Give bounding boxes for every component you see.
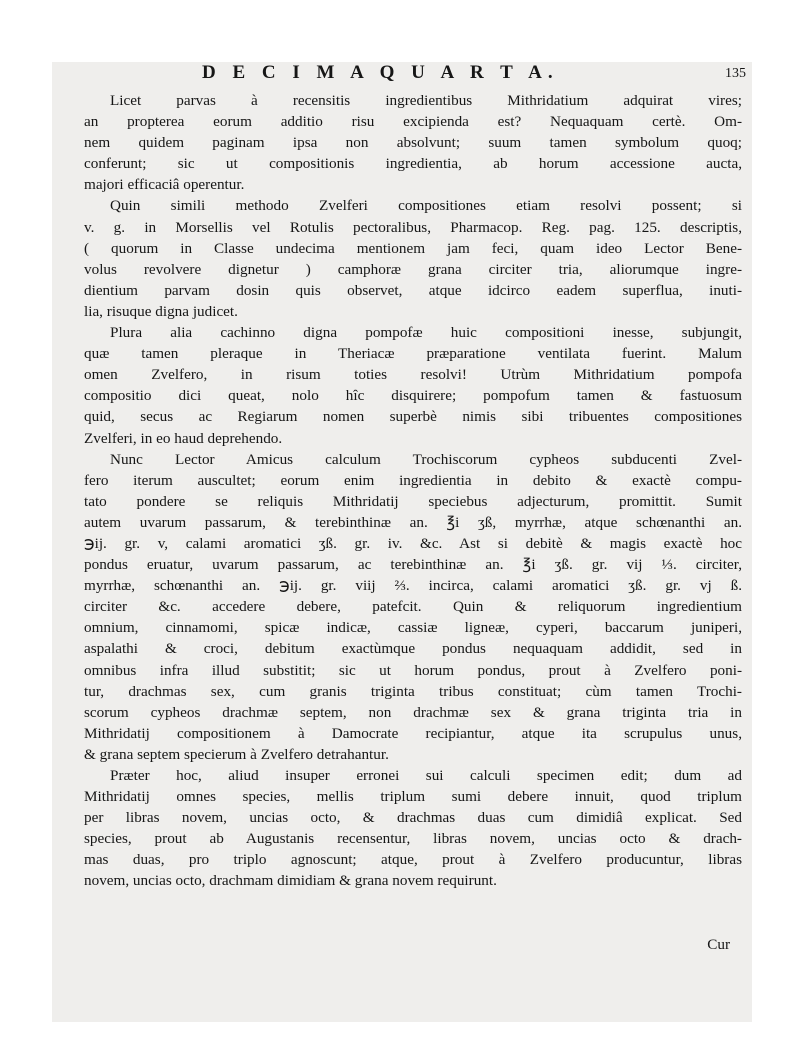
text-line: autem uvarum passarum, & terebinthinæ an. ℥i ʒß, myrrhæ, atque schœnanthi an. — [84, 513, 742, 531]
text-line: nem quidem paginam ipsa non absolvunt; suum tamen symbolum quoq; — [84, 134, 742, 152]
text-line: omnibus infra illud substitit; sic ut horum pondus, prout à Zvelfero poni- — [84, 661, 742, 679]
text-line: quæ tamen pleraque in Theriacæ præparatione ventilata fuerint. Malum — [84, 345, 742, 363]
text-line: Quin simili methodo Zvelferi compositiones etiam resolvi possent; si — [110, 197, 742, 215]
text-line: tato pondere se reliquis Mithridatij speciebus adjecturum, promittit. Sumit — [84, 492, 742, 510]
text-line: Zvelferi, in eo haud deprehendo. — [84, 429, 283, 447]
text-line: quid, secus ac Regiarum nomen superbè nimis sibi tribuentes compositiones — [84, 408, 742, 426]
text-line: circiter &c. accedere debere, patefcit. Quin & reliquorum ingredientium — [84, 598, 742, 616]
text-line: myrrhæ, schœnanthi an. ℈ij. gr. viij ⅔. incirca, calami aromatici ʒß. gr. vj ß. — [84, 577, 742, 595]
page-number: 135 — [725, 66, 746, 81]
text-line: dientium parvam dosin quis observet, atque idcirco eadem superflua, inuti- — [84, 281, 742, 299]
text-line: Præter hoc, aliud insuper erronei sui calculi specimen edit; dum ad — [110, 767, 742, 784]
text-line: an propterea eorum additio risu excipienda est? Nequaquam certè. Om- — [84, 113, 742, 131]
text-line: scorum cypheos drachmæ septem, non drachmæ sex & grana triginta tria in — [84, 703, 742, 721]
text-line: lia, risuque digna judicet. — [84, 302, 238, 320]
text-line: compositio dici queat, nolo hîc disquirere; pompofum tamen & fastuosum — [84, 387, 742, 405]
text-line: conferunt; sic ut compositionis ingredientia, ab horum accessione aucta, — [84, 155, 742, 173]
text-line: ℈ij. gr. v, calami aromatici ʒß. gr. iv. &c. Ast si debitè & magis exactè hoc — [84, 534, 742, 552]
running-head-title: D E C I M A Q U A R T A. — [202, 62, 559, 83]
text-line: v. g. in Morsellis vel Rotulis pectoralibus, Pharmacop. Reg. pag. 125. descriptis, — [84, 218, 742, 236]
text-line: omnium, cinnamomi, spicæ indicæ, cassiæ ligneæ, cyperi, baccarum juniperi, — [84, 619, 742, 637]
text-line: Licet parvas à recensitis ingredientibus Mithridatium adquirat vires; — [110, 92, 742, 109]
text-body — [52, 90, 752, 892]
book-page — [52, 62, 752, 1022]
text-line: Mithridatij omnes species, mellis triplum sumi debere innuit, quod triplum — [84, 788, 742, 806]
running-head — [52, 62, 752, 88]
text-line: species, prout ab Augustanis recensentur, libras novem, uncias octo & drach- — [84, 830, 742, 848]
text-line: aspalathi & croci, debitum exactùmque pondus nequaquam addidit, sed in — [84, 640, 742, 658]
text-line: novem, uncias octo, drachmam dimidiam & grana novem requirunt. — [84, 872, 497, 890]
text-line: majori efficaciâ operentur. — [84, 176, 245, 194]
text-line: Plura alia cachinno digna pompofæ huic compositioni inesse, subjungit, — [110, 324, 742, 342]
text-line: ( quorum in Classe undecima mentionem jam feci, quam ideo Lector Bene- — [84, 239, 742, 257]
text-line: & grana septem specierum à Zvelfero detrahantur. — [84, 745, 389, 763]
catchword: Cur — [707, 936, 730, 953]
text-line: pondus eruatur, uvarum passarum, ac terebinthinæ an. ℥i ʒß. gr. vij ⅓. circiter, — [84, 556, 742, 574]
text-line: Nunc Lector Amicus calculum Trochiscorum cypheos subducenti Zvel- — [110, 450, 742, 468]
text-line: Mithridatij compositionem à Damocrate recipiantur, atque ita scrupulus unus, — [84, 724, 742, 742]
text-line: per libras novem, uncias octo, & drachmas duas cum dimidiâ explicat. Sed — [84, 809, 742, 827]
text-line: mas duas, pro triplo agnoscunt; atque, prout à Zvelfero producuntur, libras — [84, 851, 742, 869]
text-line: fero iterum auscultet; eorum enim ingredientia in debito & exactè compu- — [84, 471, 742, 489]
text-line: tur, drachmas sex, cum granis triginta tribus constituat; cùm tamen Trochi- — [84, 682, 742, 700]
text-line: volus revolvere dignetur ) camphoræ grana circiter tria, aliorumque ingre- — [84, 260, 742, 278]
text-line: omen Zvelfero, in risum toties resolvi! Utrùm Mithridatium pompofa — [84, 366, 742, 384]
